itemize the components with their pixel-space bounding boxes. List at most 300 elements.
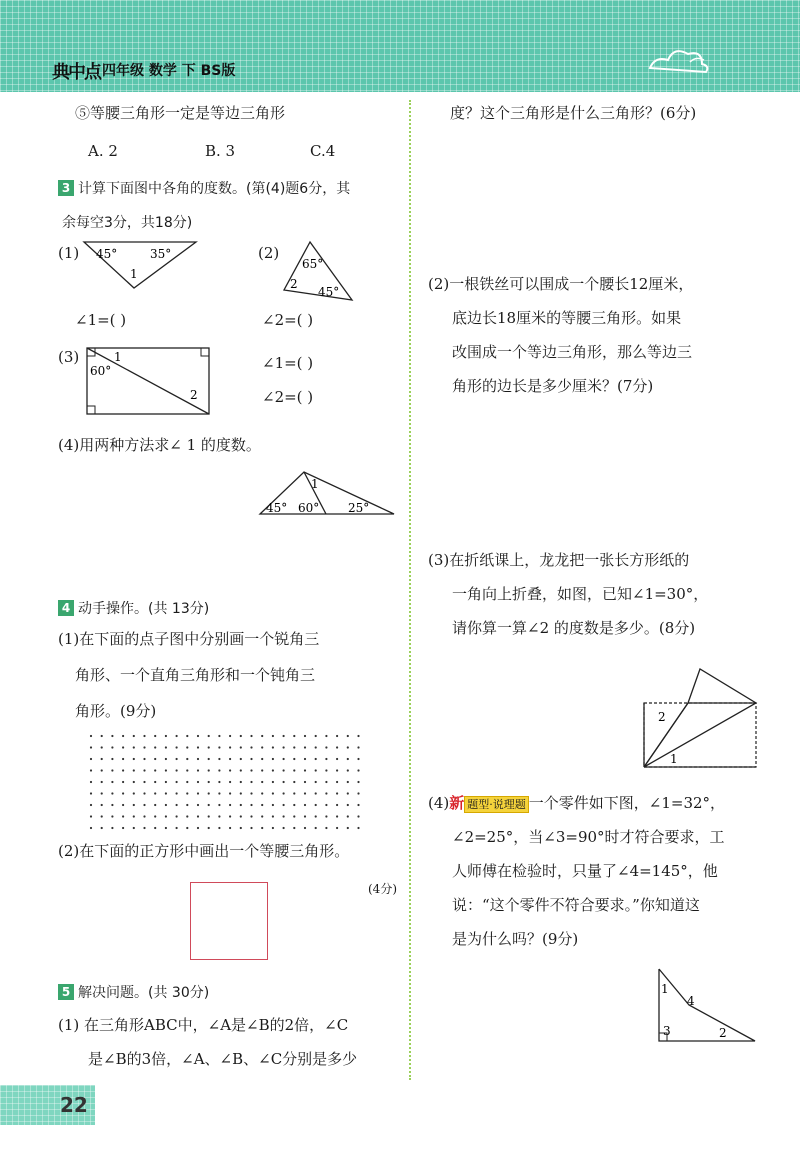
grid-dot (90, 804, 92, 806)
grid-dot (229, 815, 231, 817)
grid-dot (197, 735, 199, 737)
angle-label: 60° (90, 364, 112, 378)
grid-dot (218, 827, 220, 829)
angle-label: 45° (266, 501, 288, 515)
grid-dot (229, 735, 231, 737)
grid-dot (293, 827, 295, 829)
grid-dot (261, 827, 263, 829)
problem-4-1-line3: 角形。(9分) (75, 702, 157, 720)
answer-3-3-2: ∠2=( ) (262, 388, 314, 406)
grid-dot (154, 735, 156, 737)
grid-dot (176, 769, 178, 771)
grid-dot (90, 758, 92, 760)
grid-dot (272, 746, 274, 748)
question-item-5: ⑤等腰三角形一定是等边三角形 (75, 104, 286, 122)
grid-dot (143, 804, 145, 806)
grid-dot (111, 792, 113, 794)
book-logo: 典中点 (52, 62, 100, 83)
grid-dot (336, 781, 338, 783)
grid-dot (208, 804, 210, 806)
grid-dot (186, 792, 188, 794)
grid-dot (154, 769, 156, 771)
grid-dot (250, 769, 252, 771)
grid-dot (336, 827, 338, 829)
grid-dot (240, 792, 242, 794)
angle-label: 45° (96, 247, 118, 261)
grid-dot (154, 758, 156, 760)
grid-dot (336, 815, 338, 817)
section-5-text: 解决问题。(共 30分) (78, 985, 210, 1001)
grid-dot (154, 746, 156, 748)
grid-dot (101, 758, 103, 760)
grid-dot (111, 735, 113, 737)
grid-dot (261, 804, 263, 806)
section-number: 3 (58, 180, 74, 196)
problem-3-4: (4)用两种方法求∠ 1 的度数。 (58, 436, 261, 454)
grid-dot (176, 758, 178, 760)
angle-label: 3 (663, 1024, 671, 1038)
grid-dot (208, 792, 210, 794)
grid-dot (347, 735, 349, 737)
grid-dot (315, 781, 317, 783)
angle-label: 1 (130, 267, 138, 281)
section-3-title (58, 178, 350, 198)
option-a: A. 2 (88, 142, 118, 160)
grid-dot (133, 792, 135, 794)
grid-dot (133, 781, 135, 783)
problem-5-3-line1: (3)在折纸课上，龙龙把一张长方形纸的 (428, 551, 690, 569)
grid-dot (240, 746, 242, 748)
grid-dot (315, 815, 317, 817)
grid-dot (272, 735, 274, 737)
grid-dot (325, 769, 327, 771)
angle-label: 60° (298, 501, 320, 515)
grid-dot (122, 735, 124, 737)
grid-dot (325, 815, 327, 817)
grid-dot (325, 758, 327, 760)
problem-4-2: (2)在下面的正方形中画出一个等腰三角形。 (58, 842, 350, 860)
grid-dot (347, 746, 349, 748)
grid-dot (325, 781, 327, 783)
grid-dot (240, 804, 242, 806)
grid-dot (133, 827, 135, 829)
grid-dot (90, 735, 92, 737)
grid-dot (283, 758, 285, 760)
rectangle-figure (84, 345, 214, 417)
grid-dot (261, 815, 263, 817)
grid-dot (165, 792, 167, 794)
grid-dot (272, 827, 274, 829)
grid-dot (154, 781, 156, 783)
grid-dot (336, 758, 338, 760)
problem-4-1-line2: 角形、一个直角三角形和一个钝角三 (75, 666, 316, 684)
triangle-figure-1 (80, 238, 200, 296)
grid-dot (250, 758, 252, 760)
grid-dot (283, 781, 285, 783)
grid-dot (304, 769, 306, 771)
section-number: 4 (58, 600, 74, 616)
grid-dot (325, 827, 327, 829)
grid-dot (293, 746, 295, 748)
grid-dot (283, 746, 285, 748)
grid-dot (347, 781, 349, 783)
answer-3-3-1: ∠1=( ) (262, 354, 314, 372)
problem-5-3-line2: 一角向上折叠，如图，已知∠1=30°， (452, 585, 709, 603)
triangle-figure-4 (256, 468, 398, 518)
grid-dot (283, 792, 285, 794)
grid-dot (304, 827, 306, 829)
angle-label: 65° (302, 257, 324, 271)
grid-dot (143, 758, 145, 760)
grid-dot (101, 769, 103, 771)
grid-dot (357, 769, 359, 771)
grid-dot (315, 792, 317, 794)
grid-dot (304, 746, 306, 748)
grid-dot (165, 815, 167, 817)
grid-dot (165, 827, 167, 829)
grid-dot (293, 769, 295, 771)
angle-label: 2 (658, 710, 666, 724)
grid-dot (208, 781, 210, 783)
grid-dot (240, 735, 242, 737)
problem-5-4-line3: 人师傅在检验时，只量了∠4=145°，他 (452, 862, 718, 880)
angle-label: 1 (670, 752, 678, 766)
new-badge: 新 (449, 794, 465, 812)
grid-dot (336, 804, 338, 806)
grid-dot (208, 815, 210, 817)
grid-dot (90, 827, 92, 829)
section-4-text: 动手操作。(共 13分) (78, 601, 210, 617)
grid-dot (357, 735, 359, 737)
grid-dot (347, 827, 349, 829)
grid-dot (197, 792, 199, 794)
grid-dot (176, 746, 178, 748)
grid-dot (122, 746, 124, 748)
grid-dot (154, 792, 156, 794)
grid-dot (283, 827, 285, 829)
triangle-figure-2 (280, 238, 360, 304)
grid-dot (336, 769, 338, 771)
angle-label: 1 (114, 350, 122, 364)
problem-3-3-label: (3) (58, 348, 80, 366)
grid-dot (261, 792, 263, 794)
grid-dot (293, 758, 295, 760)
grid-dot (154, 827, 156, 829)
grid-dot (218, 792, 220, 794)
grid-dot (208, 827, 210, 829)
grid-dot (261, 735, 263, 737)
problem-5-1-line1: (1) 在三角形ABC中，∠A是∠B的2倍，∠C (58, 1016, 349, 1034)
grid-dot (250, 735, 252, 737)
angle-label: 45° (318, 285, 340, 299)
grid-dot (133, 815, 135, 817)
grid-dot (250, 746, 252, 748)
grid-dot (176, 827, 178, 829)
grid-dot (208, 735, 210, 737)
grid-dot (218, 804, 220, 806)
angle-label: 2 (190, 388, 198, 402)
grid-dot (357, 746, 359, 748)
grid-dot (304, 758, 306, 760)
problem-5-4-line1 (428, 796, 725, 811)
grid-dot (208, 746, 210, 748)
grid-dot (272, 758, 274, 760)
angle-label: 1 (311, 477, 319, 491)
grid-dot (272, 792, 274, 794)
section-3-title-cont: 余每空3分，共18分) (62, 215, 193, 231)
grid-dot (186, 781, 188, 783)
grid-dot (218, 758, 220, 760)
grid-dot (218, 769, 220, 771)
grid-dot (154, 815, 156, 817)
grid-dot (176, 815, 178, 817)
grid-dot (101, 781, 103, 783)
machine-part-figure (655, 965, 760, 1045)
grid-dot (111, 781, 113, 783)
grid-dot (122, 781, 124, 783)
grid-dot (176, 781, 178, 783)
grid-dot (122, 769, 124, 771)
section-3-text: 计算下面图中各角的度数。(第(4)题6分，其 (78, 181, 351, 197)
grid-dot (111, 746, 113, 748)
grid-dot (315, 827, 317, 829)
grid-dot (261, 769, 263, 771)
book-title: 四年级 数学 下 BS版 (102, 63, 236, 79)
grid-dot (250, 804, 252, 806)
grid-dot (197, 769, 199, 771)
grid-dot (133, 735, 135, 737)
grid-dot (304, 781, 306, 783)
grid-dot (336, 792, 338, 794)
grid-dot (122, 792, 124, 794)
grid-dot (90, 781, 92, 783)
section-5-title (58, 982, 209, 1002)
grid-dot (143, 746, 145, 748)
grid-dot (90, 792, 92, 794)
problem-5-2-line3: 改围成一个等边三角形，那么等边三 (452, 343, 693, 361)
grid-dot (111, 815, 113, 817)
grid-dot (111, 804, 113, 806)
grid-dot (101, 815, 103, 817)
angle-label: 25° (348, 501, 370, 515)
column-divider (409, 100, 411, 1080)
grid-dot (122, 758, 124, 760)
grid-dot (293, 815, 295, 817)
grid-dot (143, 827, 145, 829)
grid-dot (325, 792, 327, 794)
grid-dot (293, 781, 295, 783)
grid-dot (315, 746, 317, 748)
grid-dot (315, 804, 317, 806)
grid-dot (218, 746, 220, 748)
grid-dot (293, 804, 295, 806)
drawing-square[interactable] (190, 882, 268, 960)
grid-dot (240, 769, 242, 771)
grid-dot (186, 758, 188, 760)
problem-5-1-line2: 是∠B的3倍，∠A、∠B、∠C分别是多少 (88, 1050, 358, 1068)
grid-dot (143, 781, 145, 783)
grid-dot (240, 815, 242, 817)
grid-dot (186, 815, 188, 817)
grid-dot (133, 758, 135, 760)
grid-dot (240, 781, 242, 783)
option-b: B. 3 (205, 142, 236, 160)
grid-dot (101, 792, 103, 794)
grid-dot (229, 758, 231, 760)
grid-dot (250, 792, 252, 794)
paper-fold-figure (640, 665, 760, 771)
angle-label: 2 (290, 277, 298, 291)
question-type-tag: 题型·说理题 (464, 796, 529, 813)
points-label: (4分) (368, 882, 397, 896)
grid-dot (208, 758, 210, 760)
grid-dot (272, 815, 274, 817)
grid-dot (336, 746, 338, 748)
grid-dot (208, 769, 210, 771)
grid-dot (229, 769, 231, 771)
problem-4-1-line1: (1)在下面的点子图中分别画一个锐角三 (58, 630, 320, 648)
grid-dot (304, 804, 306, 806)
grid-dot (143, 815, 145, 817)
grid-dot (250, 827, 252, 829)
angle-label: 4 (687, 994, 695, 1008)
grid-dot (229, 746, 231, 748)
grid-dot (143, 735, 145, 737)
grid-dot (261, 758, 263, 760)
grid-dot (229, 792, 231, 794)
grid-dot (143, 792, 145, 794)
grid-dot (261, 781, 263, 783)
section-number: 5 (58, 984, 74, 1000)
grid-dot (165, 804, 167, 806)
grid-dot (218, 781, 220, 783)
grid-dot (186, 804, 188, 806)
grid-dot (357, 758, 359, 760)
problem-5-2-line1: (2)一根铁丝可以围成一个腰长12厘米， (428, 275, 694, 293)
grid-dot (293, 735, 295, 737)
grid-dot (218, 735, 220, 737)
grid-dot (197, 746, 199, 748)
grid-dot (283, 735, 285, 737)
problem-5-3-line3: 请你算一算∠2 的度数是多少。(8分) (452, 619, 696, 637)
grid-dot (283, 769, 285, 771)
grid-dot (272, 781, 274, 783)
grid-dot (101, 746, 103, 748)
grid-dot (165, 735, 167, 737)
grid-dot (293, 792, 295, 794)
grid-dot (304, 792, 306, 794)
grid-dot (347, 792, 349, 794)
grid-dot (250, 781, 252, 783)
section-4-title (58, 598, 209, 618)
grid-dot (133, 746, 135, 748)
grid-dot (197, 781, 199, 783)
grid-dot (133, 804, 135, 806)
problem-3-2-label: (2) (258, 244, 280, 262)
grid-dot (101, 735, 103, 737)
grid-dot (90, 815, 92, 817)
grid-dot (197, 758, 199, 760)
grid-dot (250, 815, 252, 817)
problem-5-4-line5: 是为什么吗？(9分) (452, 930, 579, 948)
grid-dot (347, 804, 349, 806)
grid-dot (122, 804, 124, 806)
grid-dot (101, 804, 103, 806)
grid-dot (122, 815, 124, 817)
angle-label: 2 (719, 1026, 727, 1040)
dot-grid[interactable] (88, 733, 368, 833)
grid-dot (283, 815, 285, 817)
grid-dot (122, 827, 124, 829)
grid-dot (165, 769, 167, 771)
grid-dot (357, 792, 359, 794)
problem-5-1-cont: 度？这个三角形是什么三角形？(6分) (450, 104, 697, 122)
grid-dot (176, 735, 178, 737)
grid-dot (111, 769, 113, 771)
grid-dot (261, 746, 263, 748)
grid-dot (186, 746, 188, 748)
answer-3-1: ∠1=( ) (75, 311, 127, 329)
angle-label: 35° (150, 247, 172, 261)
grid-dot (133, 769, 135, 771)
grid-dot (165, 758, 167, 760)
grid-dot (101, 827, 103, 829)
grid-dot (347, 758, 349, 760)
grid-dot (240, 827, 242, 829)
grid-dot (304, 815, 306, 817)
grid-dot (111, 758, 113, 760)
problem-number: (4) (428, 794, 450, 812)
grid-dot (283, 804, 285, 806)
grid-dot (186, 827, 188, 829)
page-number: 22 (60, 1093, 88, 1117)
grid-dot (272, 769, 274, 771)
angle-label: 1 (661, 982, 669, 996)
problem-5-4-line4: 说：“这个零件不符合要求。”你知道这 (452, 896, 700, 914)
grid-dot (197, 827, 199, 829)
grid-dot (347, 769, 349, 771)
grid-dot (143, 769, 145, 771)
grid-dot (325, 735, 327, 737)
problem-text: 一个零件如下图，∠1=32°， (528, 794, 726, 812)
grid-dot (111, 827, 113, 829)
grid-dot (357, 804, 359, 806)
grid-dot (272, 804, 274, 806)
grid-dot (347, 815, 349, 817)
grid-dot (315, 735, 317, 737)
option-c: C.4 (310, 142, 336, 160)
grid-dot (90, 746, 92, 748)
grid-dot (90, 769, 92, 771)
grid-dot (304, 735, 306, 737)
grid-dot (357, 815, 359, 817)
grid-dot (325, 746, 327, 748)
grid-dot (154, 804, 156, 806)
problem-5-2-line2: 底边长18厘米的等腰三角形。如果 (452, 309, 682, 327)
answer-3-2: ∠2=( ) (262, 311, 314, 329)
grid-dot (165, 781, 167, 783)
grid-dot (357, 827, 359, 829)
grid-dot (240, 758, 242, 760)
cloud-icon (640, 38, 720, 78)
grid-dot (229, 781, 231, 783)
grid-dot (229, 804, 231, 806)
problem-5-4-line2: ∠2=25°，当∠3=90°时才符合要求，工 (452, 828, 725, 846)
grid-dot (325, 804, 327, 806)
problem-5-2-line4: 角形的边长是多少厘米？(7分) (452, 377, 654, 395)
grid-dot (197, 815, 199, 817)
grid-dot (218, 815, 220, 817)
